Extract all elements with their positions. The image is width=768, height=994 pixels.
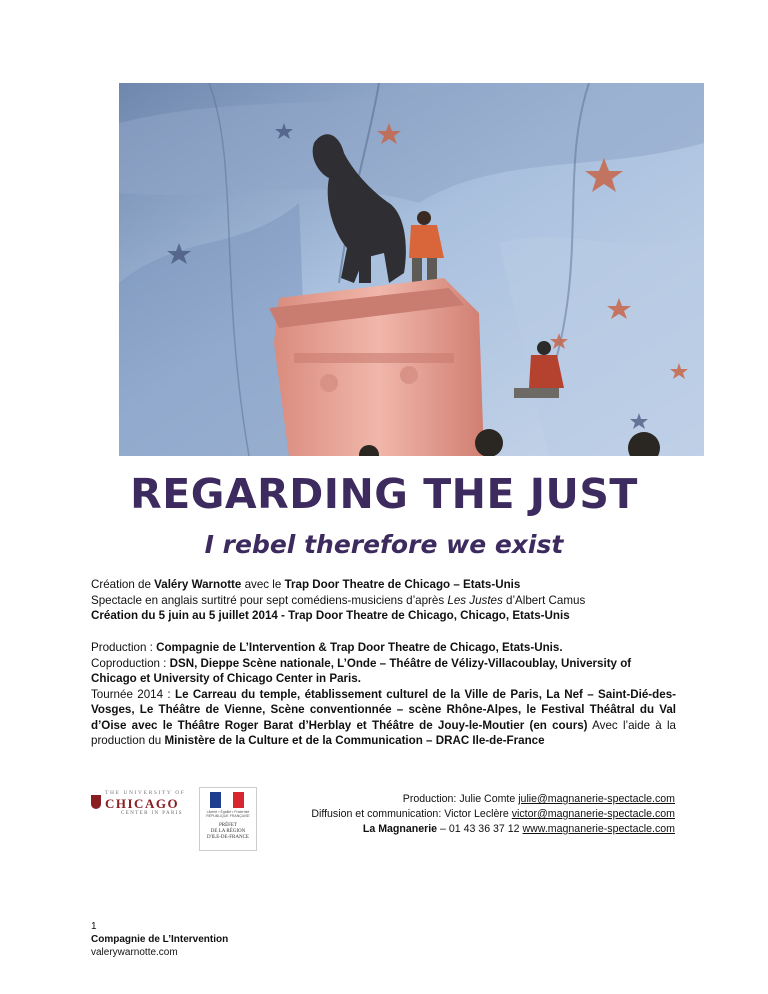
author-name: Valéry Warnotte: [154, 578, 242, 591]
production-block: [91, 640, 676, 749]
prefet-text: [200, 823, 256, 841]
page-subtitle: I rebel therefore we exist: [204, 530, 564, 559]
company-name: Trap Door Theatre de Chicago – Etats-Unis: [284, 578, 521, 591]
prefet-line-3: D'ILE-DE-FRANCE: [206, 835, 249, 840]
footer-website: valerywarnotte.com: [91, 947, 178, 958]
hero-photo: [119, 83, 704, 456]
credits-line2-suffix: d’Albert Camus: [502, 593, 586, 607]
footer-company: Compagnie de L’Intervention: [91, 934, 229, 945]
production-line: [91, 640, 676, 656]
production-label: Production :: [91, 641, 157, 654]
creation-dates: Création du 5 juin au 5 juillet 2014 - Trap Door Theatre de Chicago, Chicago, Etats-Unis: [91, 609, 570, 622]
diffusion-email-link[interactable]: victor@magnanerie-spectacle.com: [511, 808, 675, 820]
credits-line-1: [91, 577, 676, 593]
support-prefix: Avec l’aide à la production du: [91, 718, 676, 747]
production-contact-label: Production: Julie Comte: [402, 793, 519, 805]
credits-line2-prefix: Spectacle en anglais surtitré pour sept comédiens-musiciens d’après: [91, 593, 448, 607]
tour-line: [91, 687, 676, 749]
magnanerie-phone: – 01 43 36 37 12: [437, 823, 523, 835]
diffusion-contact-label: Diffusion et communication: Victor Leclère: [311, 808, 512, 820]
uchicago-name: CHICAGO: [105, 796, 180, 811]
uchicago-top-text: THE UNIVERSITY OF: [105, 790, 186, 796]
magnanerie-website-link[interactable]: www.magnanerie-spectacle.com: [522, 823, 675, 835]
prefet-line-2: DE LA RÉGION: [210, 829, 246, 834]
diffusion-contact: [311, 807, 675, 822]
page-footer: [91, 920, 228, 959]
page-title: REGARDING THE JUST: [130, 470, 638, 518]
support-value: Ministère de la Culture et de la Communication – DRAC Ile-de-France: [164, 734, 545, 747]
prefet-motto: Liberté • Égalité • Fraternité RÉPUBLIQUE FRANÇAISE: [206, 810, 250, 818]
french-flag-icon: [210, 792, 244, 808]
production-contact: [311, 792, 675, 807]
credits-line-3: [91, 608, 676, 624]
production-email-link[interactable]: julie@magnanerie-spectacle.com: [518, 793, 675, 805]
coproduction-label: Coproduction :: [91, 656, 170, 670]
tour-label: Tournée 2014 :: [91, 687, 176, 701]
hero-illustration: [119, 83, 704, 456]
credits-block: [91, 577, 676, 624]
magnanerie-name: La Magnanerie: [362, 823, 438, 835]
magnanerie-contact: [311, 822, 675, 837]
page-number: 1: [91, 921, 97, 932]
coproduction-line: [91, 656, 676, 687]
credits-line-2: [91, 593, 676, 609]
prefet-line-1: PRÉFET: [218, 823, 238, 828]
contacts-block: [311, 792, 675, 837]
prefet-logo: [199, 787, 257, 851]
tour-value: Le Carreau du temple, établissement culturel de la Ville de Paris, La Nef – Saint-Dié-des-Vosges, Le Théâtre de Vienne, Scène conventionnée – scène Rhône-Alpes, le Festival Théâtral du Val d’Oise avec le Théâtre Roger Barat d’Herblay et Théâtre de Jouy-le-Moutier (en cours): [91, 687, 676, 732]
credits-mid: avec le: [241, 578, 285, 591]
uchicago-sub: CENTER IN PARIS: [121, 811, 183, 816]
work-title: Les Justes: [447, 593, 503, 607]
production-value: Compagnie de L’Intervention & Trap Door Theatre de Chicago, Etats-Unis.: [156, 641, 563, 654]
credits-prefix: Création de: [91, 578, 155, 591]
uchicago-logo: [91, 790, 193, 818]
uchicago-shield-icon: [91, 795, 101, 809]
coproduction-value: DSN, Dieppe Scène nationale, L’Onde – Théâtre de Vélizy-Villacoublay, University of Chicago et University of Chicago Center in Paris.: [91, 656, 632, 685]
